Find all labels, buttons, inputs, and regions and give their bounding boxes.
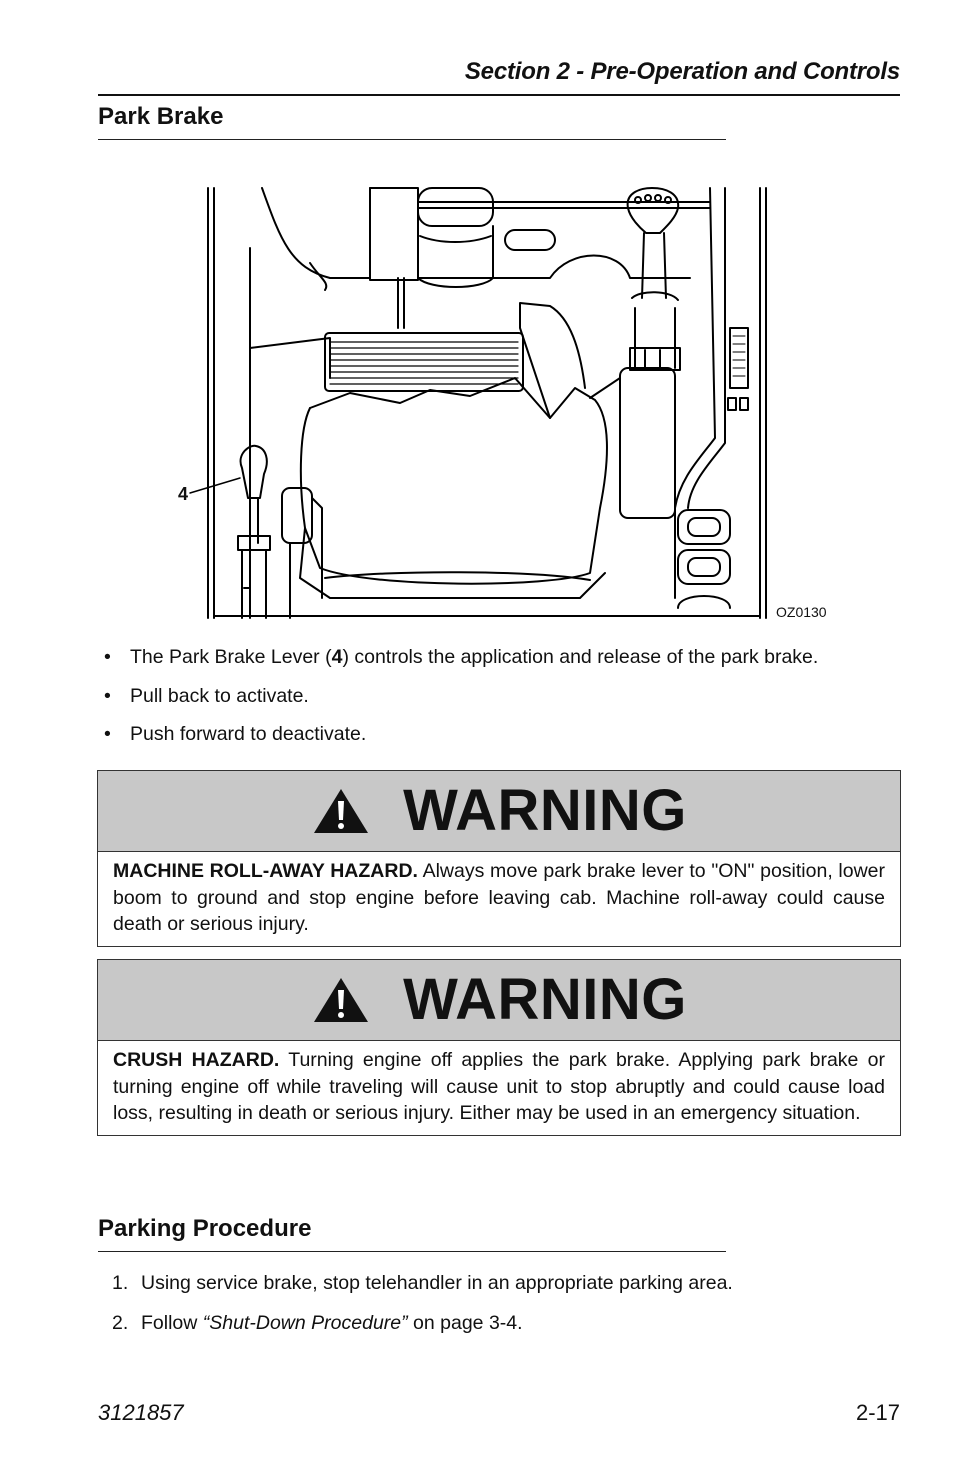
park-brake-heading-rule xyxy=(98,139,726,140)
park-brake-heading: Park Brake xyxy=(98,103,224,130)
doc-number: 3121857 xyxy=(98,1400,184,1425)
bullet-text: Push forward to deactivate. xyxy=(130,723,367,745)
hazard-label: MACHINE ROLL-AWAY HAZARD. xyxy=(113,860,418,882)
bullet-dot: • xyxy=(104,723,111,745)
warning-text: Turning engine off applies the park brake. Applying park brake or turning engine off while traveling will cause unit to stop abruptly and could cause load loss, resulting in death or serious injury. Either may be used in an emergency situation. xyxy=(113,1049,885,1124)
warning-title: WARNING xyxy=(403,967,687,1032)
bullet-item xyxy=(104,723,904,762)
step-item xyxy=(112,1272,902,1312)
parking-procedure-heading-rule xyxy=(98,1251,726,1252)
warning-box-rollaway xyxy=(97,770,901,947)
step-item xyxy=(112,1312,902,1352)
section-header: Section 2 - Pre-Operation and Controls xyxy=(464,58,900,85)
parking-procedure-heading: Parking Procedure xyxy=(98,1215,312,1242)
parking-steps xyxy=(112,1272,902,1352)
bullet-item xyxy=(104,685,904,724)
warning-header xyxy=(98,771,900,852)
step-text: Using service brake, stop telehandler in an appropriate parking area. xyxy=(141,1272,733,1294)
warning-triangle-icon xyxy=(311,786,371,836)
cab-illustration xyxy=(170,178,840,626)
step-number: 1. xyxy=(112,1272,129,1294)
page-number: 2-17 xyxy=(855,1400,900,1425)
warning-header xyxy=(98,960,900,1041)
cab-interior-figure xyxy=(170,178,840,626)
hazard-label: CRUSH HAZARD. xyxy=(113,1049,280,1071)
warning-box-crush xyxy=(97,959,901,1136)
bullet-text: Pull back to activate. xyxy=(130,684,309,707)
warning-title: WARNING xyxy=(403,778,687,843)
bullet-item xyxy=(104,646,904,685)
bullet-dot: • xyxy=(104,646,111,668)
figure-callout-4: 4 xyxy=(178,484,189,504)
cross-reference-link[interactable]: “Shut-Down Procedure” xyxy=(202,1312,408,1334)
park-brake-bullets xyxy=(104,646,904,762)
header-rule xyxy=(98,94,900,96)
warning-triangle-icon xyxy=(311,975,371,1025)
step-text: Follow “Shut-Down Procedure” on page 3-4. xyxy=(141,1312,523,1334)
step-number: 2. xyxy=(112,1312,129,1334)
warning-body xyxy=(98,852,900,946)
bullet-text: The Park Brake Lever (4) controls the application and release of the park brake. xyxy=(130,646,819,668)
warning-body xyxy=(98,1041,900,1135)
figure-id: OZ0130 xyxy=(776,604,827,620)
bullet-dot: • xyxy=(104,684,111,707)
warning-text: Always move park brake lever to "ON" position, lower boom to ground and stop engine before leaving cab. Machine roll-away could cause death or serious injury. xyxy=(113,860,886,935)
